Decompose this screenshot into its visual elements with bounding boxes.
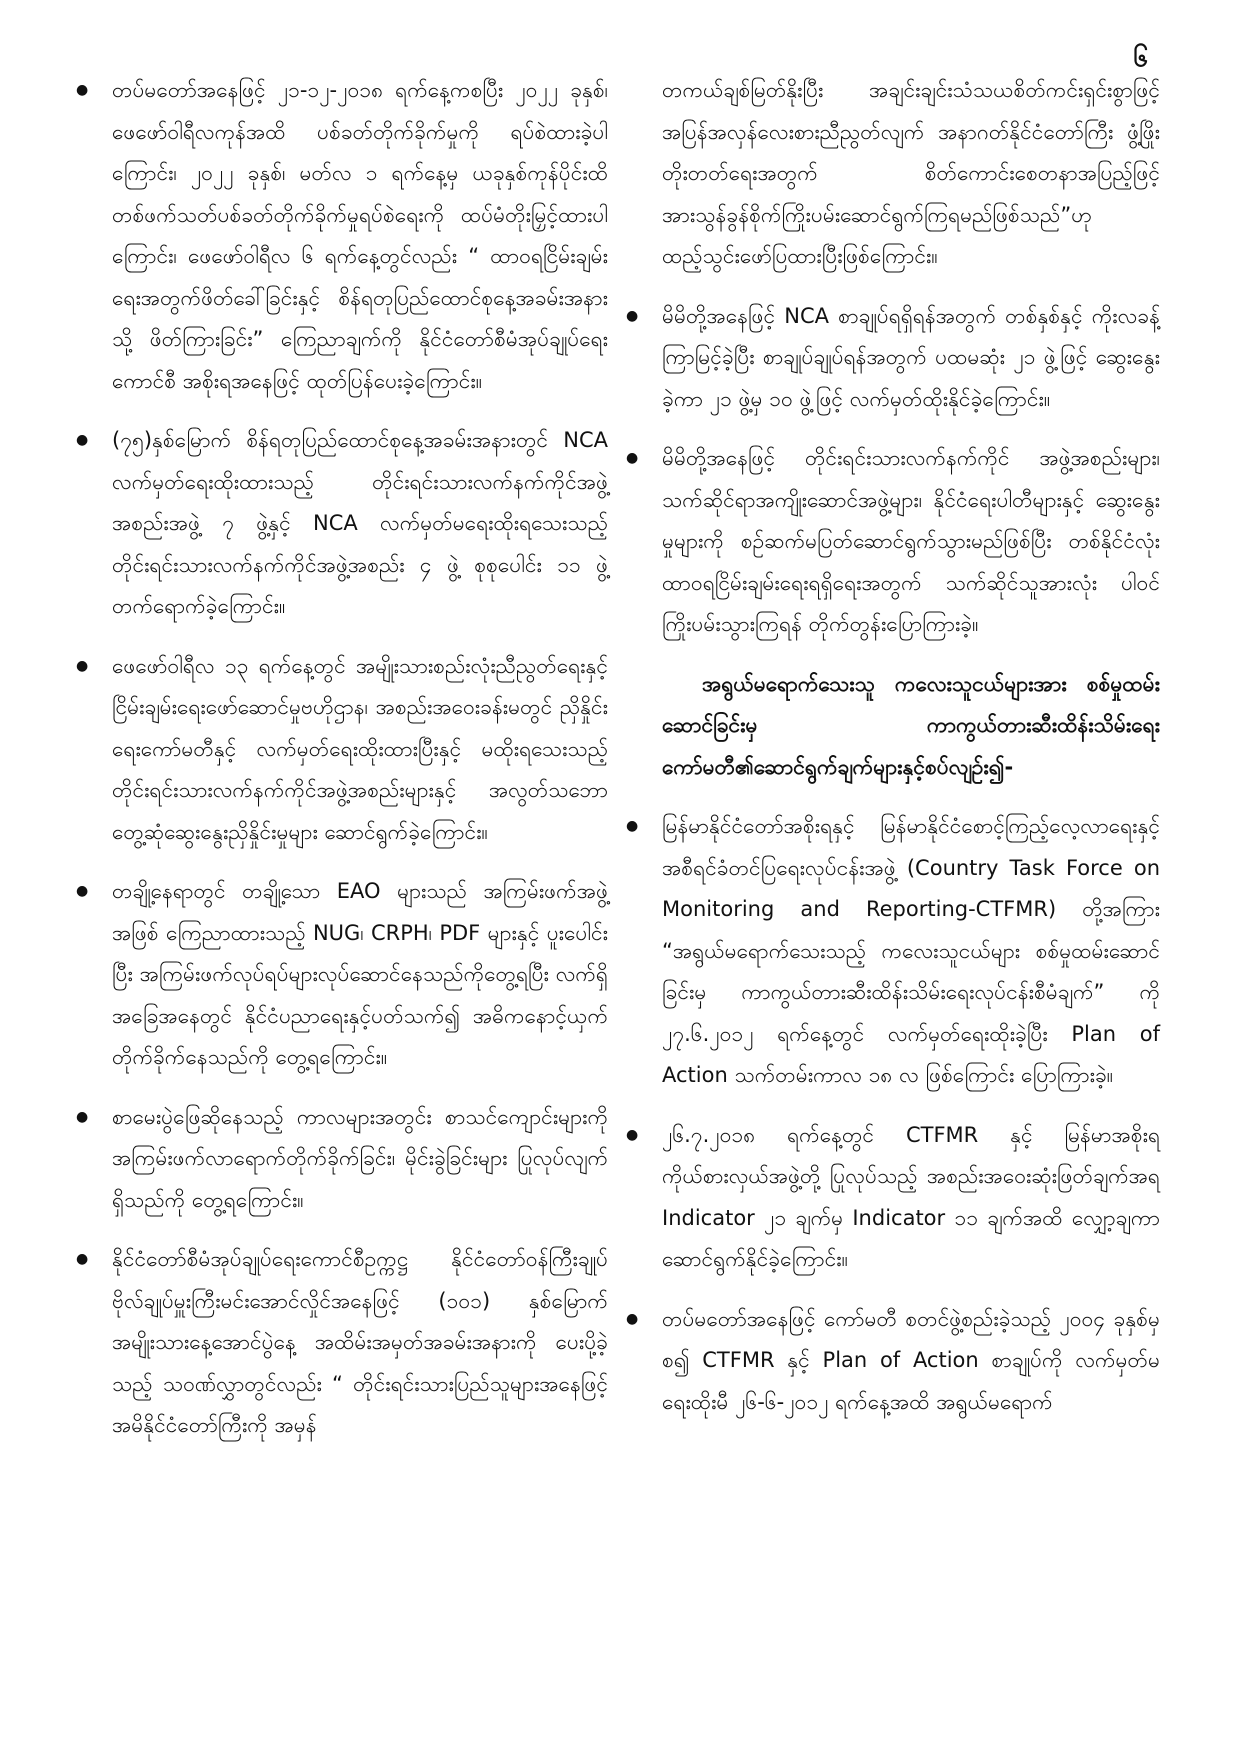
right-column [638, 70, 1160, 1441]
list-item: ● တပ်မတော်အနေဖြင့် ကော်မတီ စတင်ဖွဲ့စည်းခဲ့သည့် ၂၀၀၄ ခုနှစ်မှစ၍ CTFMR နှင့် Plan of Action စာချုပ်ကို လက်မှတ်မရေးထိုးမီ ၂၆-၆-၂၀၁၂ ရက်နေ့အထိ အရွယ်မရောက် [638, 1299, 1160, 1424]
list-item: ● စာမေးပွဲဖြေဆိုနေသည့် ကာလများအတွင်း စာသင်ကျောင်းများကို အကြမ်းဖက်လာရောက်တိုက်ခိုက်ခြင်း၊ မိုင်းခွဲခြင်းများ ပြုလုပ်လျက်ရှိသည်ကို တွေ့ရကြောင်း။ [88, 1097, 608, 1222]
page-number: ၆ [1133, 43, 1148, 73]
list-item: ● မိမိတို့အနေဖြင့် NCA စာချုပ်ရရှိရန်အတွက် တစ်နှစ်နှင့် ကိုးလခန့် ကြာမြင့်ခဲ့ပြီး စာချုပ်ချုပ်ရန်အတွက် ပထမဆုံး ၂၁ ဖွဲ့ဖြင့် ဆွေးနွေးခဲ့ကာ ၂၁ ဖွဲ့မှ ၁၀ ဖွဲ့ဖြင့် လက်မှတ်ထိုးနိုင်ခဲ့ကြောင်း။ [638, 296, 1160, 421]
list-item: ● တပ်မတော်အနေဖြင့် ၂၁-၁၂-၂၀၁၈ ရက်နေ့ကစပြီး ၂၀၂၂ ခုနှစ်၊ ဖေဖော်ဝါရီလကုန်အထိ ပစ်ခတ်တိုက်ခိုက်မှုကို ရပ်စဲထားခဲ့ပါကြောင်း၊ ၂၀၂၂ ခုနှစ်၊ မတ်လ ၁ ရက်နေ့မှ ယခုနှစ်ကုန်ပိုင်းထိ တစ်ဖက်သတ်ပစ်ခတ်တိုက်ခိုက်မှုရပ်စဲရေးကို ထပ်မံတိုးမြှင့်ထားပါကြောင်း၊ ဖေဖော်ဝါရီလ ၆ ရက်နေ့တွင်လည်း “ ထာဝရငြိမ်းချမ်းရေးအတွက်ဖိတ်ခေါ်ခြင်းနှင့် စိန်ရတုပြည်ထောင်စုနေ့အခမ်းအနားသို့ ဖိတ်ကြားခြင်း” ကြေညာချက်ကို နိုင်ငံတော်စီမံအုပ်ချုပ်ရေးကောင်စီ အစိုးရအနေဖြင့် ထုတ်ပြန်ပေးခဲ့ကြောင်း။ [88, 70, 608, 402]
section-heading: အရွယ်မရောက်သေးသူ ကလေးသူငယ်များအား စစ်မှုထမ်းဆောင်ခြင်းမှ ကာကွယ်တားဆီးထိန်းသိမ်းရေးကော်မတီ၏ဆောင်ရွက်ချက်များနှင့်စပ်လျဉ်း၍- [662, 671, 1160, 779]
list-item: ● ၂၆.၇.၂၀၁၈ ရက်နေ့တွင် CTFMR နှင့် မြန်မာအစိုးရကိုယ်စားလှယ်အဖွဲ့တို့ ပြုလုပ်သည့် အစည်းအဝေးဆုံးဖြတ်ချက်အရ Indicator ၂၁ ချက်မှ Indicator ၁၁ ချက်အထိ လျှော့ချကာ ဆောင်ရွက်နိုင်ခဲ့ကြောင်း။ [638, 1115, 1160, 1281]
left-column [88, 70, 608, 1465]
list-item: ● (၇၅)နှစ်မြောက် စိန်ရတုပြည်ထောင်စုနေ့အခမ်းအနားတွင် NCA လက်မှတ်ရေးထိုးထားသည့် တိုင်းရင်းသားလက်နက်ကိုင်အဖွဲ့အစည်းအဖွဲ့ ၇ ဖွဲ့နှင့် NCA လက်မှတ်မရေးထိုးရသေးသည့် တိုင်းရင်းသားလက်နက်ကိုင်အဖွဲ့အစည်း ၄ ဖွဲ့ စုစုပေါင်း ၁၁ ဖွဲ့ တက်ရောက်ခဲ့ကြောင်း။ [88, 420, 608, 628]
list-item: ● နိုင်ငံတော်စီမံအုပ်ချုပ်ရေးကောင်စီဥက္ကဋ္ဌ နိုင်ငံတော်ဝန်ကြီးချုပ် ဗိုလ်ချုပ်မှူးကြီးမင်းအောင်လှိုင်အနေဖြင့် (၁၀၁) နှစ်မြောက် အမျိုးသားနေ့အောင်ပွဲနေ့ အထိမ်းအမှတ်အခမ်းအနားကို ပေးပို့ခဲ့သည့် သဝဏ်လွှာတွင်လည်း “ တိုင်းရင်းသားပြည်သူများအနေဖြင့် အမိနိုင်ငံတော်ကြီးကို အမှန် [88, 1239, 608, 1447]
list-item: ● မြန်မာနိုင်ငံတော်အစိုးရနှင့် မြန်မာနိုင်ငံစောင့်ကြည့်လေ့လာရေးနှင့် အစီရင်ခံတင်ပြရေးလုပ်ငန်းအဖွဲ့ (Country Task Force on Monitoring and Reporting-CTFMR) တို့အကြား “အရွယ်မရောက်သေးသည့် ကလေးသူငယ်များ စစ်မှုထမ်းဆောင်ခြင်းမှ ကာကွယ်တားဆီးထိန်းသိမ်းရေးလုပ်ငန်းစီမံချက်” ကို ၂၇.၆.၂၀၁၂ ရက်နေ့တွင် လက်မှတ်ရေးထိုးခဲ့ပြီး Plan of Action သက်တမ်းကာလ ၁၈ လ ဖြစ်ကြောင်း ပြောကြားခဲ့။ [638, 806, 1160, 1097]
list-item: ● မိမိတို့အနေဖြင့် တိုင်းရင်းသားလက်နက်ကိုင် အဖွဲ့အစည်းများ၊ သက်ဆိုင်ရာအကျိုးဆောင်အဖွဲ့များ၊ နိုင်ငံရေးပါတီများနှင့် ဆွေးနွေးမှုများကို စဉ်ဆက်မပြတ်ဆောင်ရွက်သွားမည်ဖြစ်ပြီး တစ်နိုင်ငံလုံး ထာဝရငြိမ်းချမ်းရေးရရှိရေးအတွက် သက်ဆိုင်သူအားလုံး ပါဝင်ကြိုးပမ်းသွားကြရန် တိုက်တွန်းပြောကြားခဲ့။ [638, 438, 1160, 646]
continuation-paragraph: တကယ်ချစ်မြတ်နိုးပြီး အချင်းချင်းသံသယစိတ်ကင်းရှင်းစွာဖြင့် အပြန်အလှန်လေးစားညီညွတ်လျက် အနာဂတ်နိုင်ငံတော်ကြီး ဖွံ့ဖြိုးတိုးတတ်ရေးအတွက် စိတ်ကောင်းစေတနာအပြည့်ဖြင့် အားသွန်ခွန်စိုက်ကြိုးပမ်းဆောင်ရွက်ကြရမည်ဖြစ်သည်”ဟု ထည့်သွင်းဖော်ပြထားပြီးဖြစ်ကြောင်း။ [662, 78, 1160, 268]
list-item: ● တချို့နေရာတွင် တချို့သော EAO များသည် အကြမ်းဖက်အဖွဲ့အဖြစ် ကြေညာထားသည့် NUG၊ CRPH၊ PDF များနှင့် ပူးပေါင်းပြီး အကြမ်းဖက်လုပ်ရပ်များလုပ်ဆောင်နေသည်ကိုတွေ့ရပြီး လက်ရှိအခြေအနေတွင် နိုင်ငံပညာရေးနှင့်ပတ်သက်၍ အဓိကနောင့်ယှက်တိုက်ခိုက်နေသည်ကို တွေ့ရကြောင်း။ [88, 871, 608, 1079]
list-item: ● ဖေဖော်ဝါရီလ ၁၃ ရက်နေ့တွင် အမျိုးသားစည်းလုံးညီညွတ်ရေးနှင့် ငြိမ်းချမ်းရေးဖော်ဆောင်မှုဗဟိုဌာန၊ အစည်းအဝေးခန်းမတွင် ညှိနှိုင်းရေးကော်မတီနှင့် လက်မှတ်ရေးထိုးထားပြီးနှင့် မထိုးရသေးသည့် တိုင်းရင်းသားလက်နက်ကိုင်အဖွဲ့အစည်းများနှင့် အလွတ်သဘောတွေ့ဆုံဆွေးနွေးညှိနှိုင်းမှုများ ဆောင်ရွက်ခဲ့ကြောင်း။ [88, 646, 608, 854]
